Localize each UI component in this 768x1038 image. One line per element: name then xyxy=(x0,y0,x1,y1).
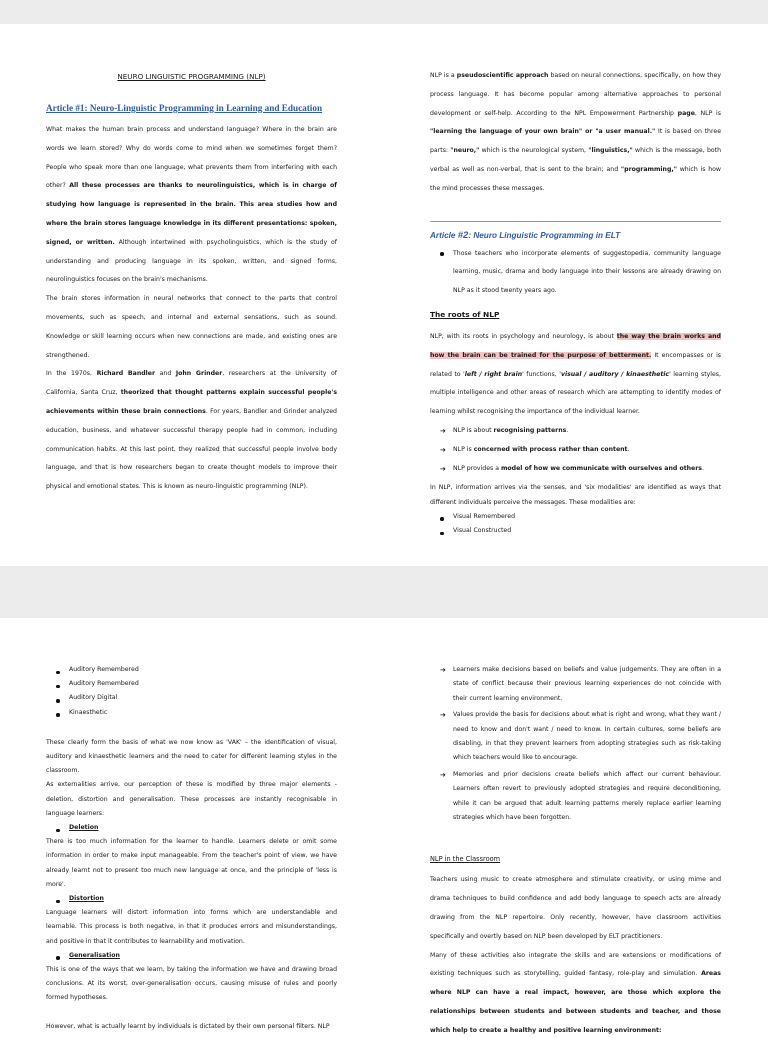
nlp-arrow-list xyxy=(430,422,721,478)
generalisation-heading: Generalisation xyxy=(46,949,337,963)
paragraph-bandler-grinder: In the 1970s, Richard Bandler and John Grinder, researchers at the University of California, Santa Cruz, theorized that thought patterns explain successful people's achievements within these brain connections. For years, Bandler and Grinder analyzed education, business, and whatever successful therapy people had in common, including communication habits. At this last point, they realized that successful people involve body language, and that is how researchers began to create thought models to improve their physical and emotional states. This is known as neuro-linguistic programming (NLP). xyxy=(46,370,338,491)
paragraph-deletion: There is too much information for the learner to handle. Learners delete or omit some information in order to make input manageable. From the teacher's point of view, we have already learnt not to present too much new language at once, and the principle of 'less is more'. xyxy=(46,838,337,888)
page2-left-column xyxy=(46,618,337,1034)
article-2-title: Article #2: Neuro Linguistic Programming in ELT xyxy=(430,229,621,241)
list-item: Visual Remembered xyxy=(430,510,721,524)
arrow-icon: ➔ xyxy=(440,711,446,720)
paragraph-vak: These clearly form the basis of what we now know as 'VAK' – the identification of visual, auditory and kinaesthetic learners and the need to cater for different learning styles in the classroom. xyxy=(46,738,337,775)
list-item: Visual Constructed xyxy=(430,524,721,538)
paragraph-classroom-1: Teachers using music to create atmosphere and stimulate creativity, or using mime and drama techniques to build confidence and add body language to speech acts are already drawing from the NLP repertoire. Only recently, however, have classroom activities specifically and overtly based on NLP been developed by ELT practitioners. xyxy=(430,876,721,940)
nlp-in-classroom-heading: NLP in the Classroom xyxy=(430,855,501,864)
list-item: Auditory Digital xyxy=(46,691,337,705)
distortion-heading: Distortion xyxy=(46,892,337,906)
list-item: Kinaesthetic xyxy=(46,706,337,720)
paragraph-nlp-intro: NLP is a pseudoscientific approach based on neural connections, specifically, on how they process language. It has become popular among alternative approaches to personal development or self-help. According to the NPL Empowerment Partnership page, NLP is "learning the language of your own brain" or "a user manual." It is based on three parts: "neuro," which is the neurological system, "linguistics," which is the message, both verbal as well as non-verbal, that is sent to the brain; and "programming," which is how the mind processes these messages. xyxy=(430,72,722,192)
generalisation-heading-list xyxy=(46,949,337,963)
paragraph-roots: NLP, with its roots in psychology and neurology, is about the way the brain works and how the brain can be trained for the purpose of betterment. It encompasses or is related to 'left / right brain' functions, 'visual / auditory / kinaesthetic' learning styles, multiple intelligence and other areas of research which are attempting to identify modes of learning whilst recognising the importance of the individual learner. xyxy=(430,332,722,416)
list-item: Auditory Remembered xyxy=(46,677,337,691)
article-2-bullet-list xyxy=(430,245,721,301)
list-item: Auditory Remembered xyxy=(46,663,337,677)
deletion-heading: Deletion xyxy=(46,821,337,835)
paragraph-filters-cut: However, what is actually learnt by individuals is dictated by their own personal filters. NLP xyxy=(46,1022,330,1030)
arrow-icon: ➔ xyxy=(440,464,446,473)
distortion-heading-list xyxy=(46,892,337,906)
document-page-2 xyxy=(0,618,768,1038)
page1-right-column xyxy=(430,24,721,538)
list-item: ➔ Values provide the basis for decisions about what is right and wrong, what they want / need to know and don't want / need to know. In certain cultures, some beliefs are disabling, in that they prevent learners from adopting strategies such as risk-taking which teachers would like to encourage. xyxy=(430,708,721,766)
paragraph-generalisation: This is one of the ways that we learn, by taking the information we have and drawing broad conclusions. At its worst, over-generalisation occurs, causing misuse of rules and poorly formed hypotheses. xyxy=(46,966,337,1002)
roots-of-nlp-heading: The roots of NLP xyxy=(430,309,500,319)
highlighted-text: the way the brain works and how the brain can be trained for the purpose of betterment. xyxy=(430,332,721,359)
paragraph-distortion: Language learners will distort information into forms which are understandable and learnable. This process is both negative, in that it produces errors and misunderstandings, and positive in that it contributes to learnability and motivation. xyxy=(46,909,337,945)
list-item: ➔ NLP is concerned with process rather than content. xyxy=(430,441,721,460)
deletion-heading-list xyxy=(46,821,337,835)
arrow-icon: ➔ xyxy=(440,666,446,674)
paragraph-externalities: As externalities arrive, our perception of these is modified by three major elements - deletion, distortion and generalisation. These processes are instantly recognisable in language learners: xyxy=(46,781,337,817)
modalities-list-continued xyxy=(46,663,337,720)
page1-left-column xyxy=(46,24,337,497)
paragraph-classroom-2: Many of these activities also integrate the skills and are extensions or modifications of existing techniques such as storytelling, guided fantasy, role-play and simulation. Areas where NLP can have a real impact, however, are those which explore the relationships between students and between students and teacher, and those which help to create a healthy and positive learning environment: xyxy=(430,951,721,1034)
horizontal-divider xyxy=(430,221,721,222)
document-title: NEURO LINGUISTIC PROGRAMMING (NLP) xyxy=(117,72,266,81)
arrow-icon: ➔ xyxy=(440,445,446,454)
list-item: ➔ Memories and prior decisions create beliefs which affect our current behaviour. Learners often revert to previously adopted strategies and require deconditioning, while it can be argued that adult learning patterns merely replace earlier learning strategies which have been forgotten. xyxy=(430,768,721,826)
beliefs-arrow-list xyxy=(430,663,721,825)
modalities-list xyxy=(430,510,721,538)
arrow-icon: ➔ xyxy=(440,426,446,435)
paragraph-neural-networks: The brain stores information in neural networks that connect to the parts that control movements, such as speech, and internal and external sensations, such as sound. Knowledge or skill learning occurs when new connections are made, and existing ones are strengthened. xyxy=(46,295,337,359)
list-item: ➔ Learners make decisions based on beliefs and value judgements. They are often in a state of conflict because their previous learning experiences do not coincide with their current learning environment. xyxy=(430,663,721,706)
page2-right-column xyxy=(430,618,721,1038)
document-page-1 xyxy=(0,24,768,566)
paragraph-senses: In NLP, information arrives via the senses, and 'six modalities' are identified as ways that different individuals perceive the messages. These modalities are: xyxy=(430,484,721,506)
paragraph-neurolinguistics: What makes the human brain process and understand language? Where in the brain are words we learn stored? Why do words come to mind when we sometimes forget them? People who speak more than one language, what prevents them from interfering with each other? All these processes are thanks to neurolinguistics, which is in charge of studying how language is represented in the brain. This area studies how and where the brain stores language knowledge in its different presentations: spoken, signed, or written. Although intertwined with psycholinguistics, which is the study of understanding and producing language in its spoken, written, and signed forms, neurolinguistics focuses on the brain's mechanisms. xyxy=(46,126,337,284)
list-item: ➔ NLP provides a model of how we communicate with ourselves and others. xyxy=(430,460,721,479)
arrow-icon: ➔ xyxy=(440,770,446,779)
list-item: ➔ NLP is about recognising patterns. xyxy=(430,422,721,441)
list-item: Those teachers who incorporate elements of suggestopedia, community language learning, music, drama and body language into their lessons are already drawing on NLP as it stood twenty years ago. xyxy=(430,245,721,301)
article-1-title[interactable]: Article #1: Neuro-Linguistic Programming in Learning and Education xyxy=(46,103,323,113)
